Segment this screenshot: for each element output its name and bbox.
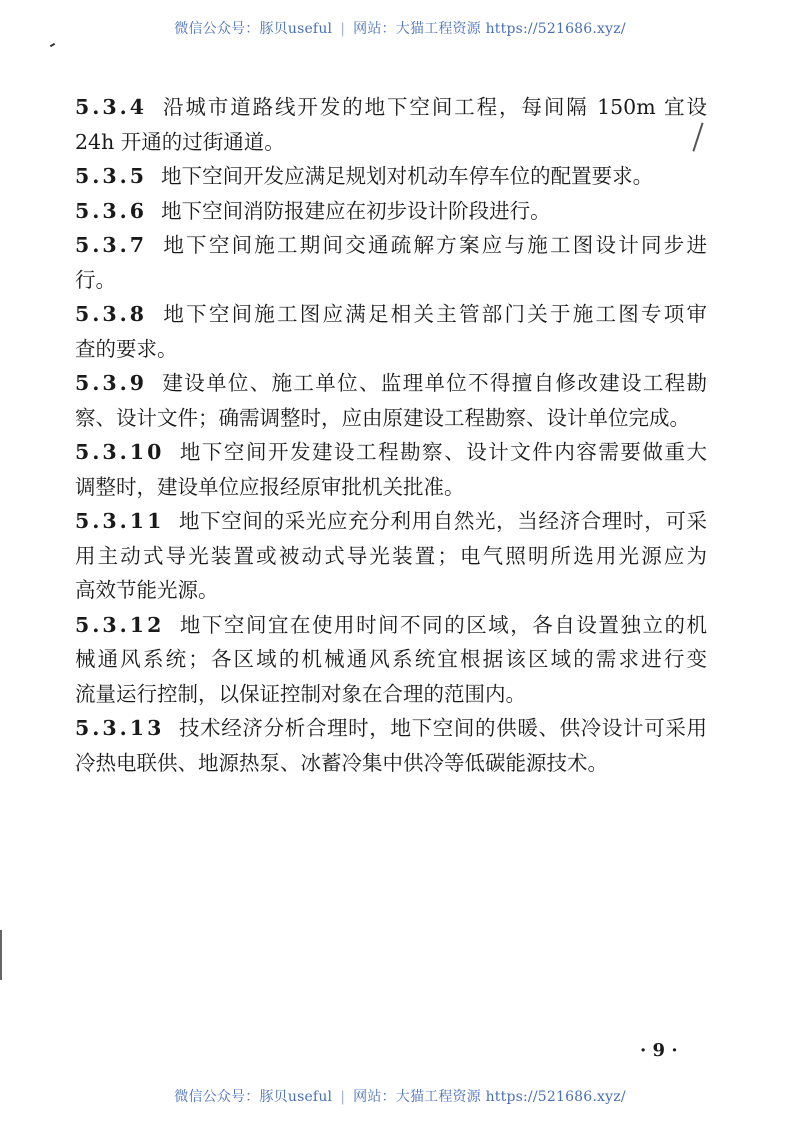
clause-number: 5.3.5 — [75, 164, 148, 188]
clause-line — [75, 539, 707, 574]
clause-number: 5.3.10 — [75, 440, 165, 464]
scan-speck — [50, 43, 55, 47]
clause-list — [75, 90, 707, 780]
clause-number: 5.3.13 — [75, 716, 165, 740]
clause-text: 流量运行控制，以保证控制对象在合理的范围内。 — [75, 681, 526, 706]
clause-line-first — [75, 159, 707, 194]
clause-number: 5.3.8 — [75, 302, 148, 326]
clause-line-first — [75, 711, 707, 746]
watermark-right: 网站：大猫工程资源 https://521686.xyz/ — [353, 1089, 626, 1105]
watermark-left: 微信公众号：豚贝useful — [174, 21, 333, 37]
clause-line — [75, 125, 707, 160]
watermark-right: 网站：大猫工程资源 https://521686.xyz/ — [353, 21, 626, 37]
clause-line-first — [75, 504, 707, 539]
clause-text: 调整时，建设单位应报经原审批机关批准。 — [75, 474, 465, 499]
clause-line — [75, 746, 707, 781]
clause-text: 察、设计文件；确需调整时，应由原建设工程勘察、设计单位完成。 — [75, 405, 690, 430]
clause-text: 地下空间施工期间交通疏解方案应与施工图设计同步进 — [161, 233, 707, 257]
scan-edge — [0, 930, 2, 980]
clause-line — [75, 263, 707, 298]
clause-text: 地下空间开发建设工程勘察、设计文件内容需要做重大 — [178, 440, 707, 464]
clause-text: 行。 — [75, 267, 116, 292]
watermark-separator: | — [340, 21, 346, 37]
watermark-left: 微信公众号：豚贝useful — [174, 1089, 333, 1105]
clause-text: 地下空间施工图应满足相关主管部门关于施工图专项审 — [161, 302, 707, 326]
page-number: · 9 · — [640, 1040, 678, 1061]
clause-number: 5.3.4 — [75, 95, 148, 119]
watermark-top — [0, 18, 800, 38]
clause-text: 高效节能光源。 — [75, 578, 219, 602]
clause-text: 地下空间消防报建应在初步设计阶段进行。 — [161, 198, 551, 223]
clause-text: 冷热电联供、地源热泵、冰蓄冷集中供冷等低碳能源技术。 — [75, 750, 608, 775]
clause-number: 5.3.6 — [75, 198, 148, 223]
clause-line — [75, 677, 707, 712]
clause-line-first — [75, 297, 707, 332]
clause-line — [75, 332, 707, 367]
clause-line — [75, 401, 707, 436]
clause-line-first — [75, 366, 707, 401]
clause-line-first — [75, 608, 707, 643]
clause-number: 5.3.12 — [75, 612, 165, 637]
watermark-bottom — [0, 1086, 800, 1106]
clause-number: 5.3.11 — [75, 509, 165, 533]
clause-number: 5.3.7 — [75, 233, 148, 257]
clause-text: 查的要求。 — [75, 336, 178, 361]
clause-text: 地下空间的采光应充分利用自然光，当经济合理时，可采 — [178, 509, 707, 533]
clause-text: 24h 开通的过街通道。 — [75, 129, 285, 154]
clause-text: 沿城市道路线开发的地下空间工程，每间隔 150m 宜设 — [161, 95, 707, 119]
clause-line-first — [75, 435, 707, 470]
clause-text: 地下空间开发应满足规划对机动车停车位的配置要求。 — [161, 164, 654, 188]
clause-text: 技术经济分析合理时，地下空间的供暖、供冷设计可采用 — [178, 716, 707, 740]
clause-line — [75, 573, 707, 608]
clause-line-first — [75, 228, 707, 263]
clause-text: 建设单位、施工单位、监理单位不得擅自修改建设工程勘 — [161, 371, 707, 395]
clause-text: 械通风系统；各区域的机械通风系统宜根据该区域的需求进行变 — [75, 647, 707, 671]
clause-line-first — [75, 90, 707, 125]
clause-number: 5.3.9 — [75, 371, 148, 395]
clause-line — [75, 470, 707, 505]
clause-text: 地下空间宜在使用时间不同的区域，各自设置独立的机 — [178, 612, 707, 637]
watermark-separator: | — [340, 1089, 346, 1105]
clause-line — [75, 642, 707, 677]
clause-line-first — [75, 194, 707, 229]
clause-text: 用主动式导光装置或被动式导光装置；电气照明所选用光源应为 — [75, 543, 707, 568]
